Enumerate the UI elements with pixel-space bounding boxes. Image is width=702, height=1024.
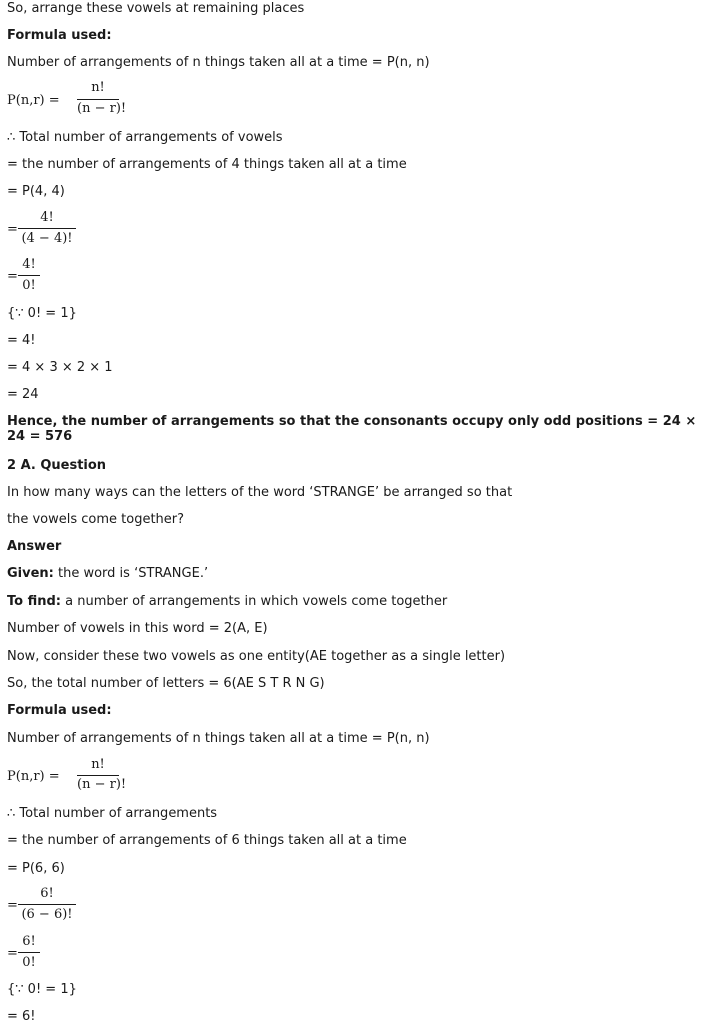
tofind-text: a number of arrangements in which vowels come together [61, 594, 448, 609]
equals-sign: = [7, 269, 18, 284]
text-line: Number of arrangements of n things taken all at a time = P(n, n) [7, 731, 430, 746]
question-text: the vowels come together? [7, 512, 185, 527]
text-line: Number of vowels in this word = 2(A, E) [7, 621, 268, 636]
tofind-label: To find: [7, 594, 61, 609]
text-line: = 4! [7, 333, 36, 348]
formula-permutation [7, 757, 127, 797]
fraction-denominator: (n − r)! [77, 101, 127, 116]
answer-heading: Answer [7, 539, 62, 554]
formula-permutation [7, 80, 127, 120]
text-line: = the number of arrangements of 4 things taken all at a time [7, 157, 407, 172]
heading-formula-used: Formula used: [7, 28, 112, 43]
text-line: = 6! [7, 1009, 36, 1024]
heading-formula-used: Formula used: [7, 703, 112, 718]
fraction-step [7, 886, 87, 926]
text-line: = 4 × 3 × 2 × 1 [7, 360, 113, 375]
fraction-numerator: 4! [40, 210, 54, 225]
text-line: So, arrange these vowels at remaining places [7, 1, 305, 16]
text-line: {∵ 0! = 1} [7, 306, 77, 321]
fraction-step [7, 934, 47, 974]
fraction-denominator: (n − r)! [77, 777, 127, 792]
equals-sign: = [7, 898, 18, 913]
text-line: So, the total number of letters = 6(AE S T R N G) [7, 676, 325, 691]
fraction-bar [18, 904, 76, 905]
given-label: Given: [7, 566, 54, 581]
fraction-step [7, 210, 87, 250]
fraction-bar [18, 275, 40, 276]
fraction-bar [18, 228, 76, 229]
text-line: = the number of arrangements of 6 things taken all at a time [7, 833, 407, 848]
formula-lhs: P(n,r) = [7, 93, 60, 108]
given-line [7, 566, 208, 581]
fraction-denominator: (4 − 4)! [21, 231, 73, 246]
fraction-numerator: n! [91, 757, 105, 772]
text-line: = P(4, 4) [7, 184, 65, 199]
fraction-numerator: n! [91, 80, 105, 95]
text-line: {∵ 0! = 1} [7, 982, 77, 997]
formula-lhs: P(n,r) = [7, 769, 60, 784]
equals-sign: = [7, 222, 18, 237]
question-text: In how many ways can the letters of the word ‘STRANGE’ be arranged so that [7, 485, 513, 500]
question-title: 2 A. Question [7, 458, 107, 473]
text-line: ∴ Total number of arrangements of vowels [7, 130, 283, 145]
given-text: the word is ‘STRANGE.’ [53, 566, 209, 581]
text-line: Now, consider these two vowels as one entity(AE together as a single letter) [7, 649, 506, 664]
fraction-bar [77, 99, 119, 100]
fraction-bar [18, 952, 40, 953]
fraction-denominator: (6 − 6)! [21, 907, 73, 922]
equals-sign: = [7, 946, 18, 961]
text-line: ∴ Total number of arrangements [7, 806, 218, 821]
fraction-numerator: 6! [40, 886, 54, 901]
fraction-numerator: 6! [22, 934, 36, 949]
fraction-step [7, 257, 47, 297]
text-line: = P(6, 6) [7, 861, 65, 876]
conclusion: Hence, the number of arrangements so that the consonants occupy only odd positions = 24 × 24 = 576 [7, 414, 697, 444]
fraction-bar [77, 775, 119, 776]
fraction-numerator: 4! [22, 257, 36, 272]
text-line: Number of arrangements of n things taken all at a time = P(n, n) [7, 55, 430, 70]
fraction-denominator: 0! [22, 278, 36, 293]
fraction-denominator: 0! [22, 955, 36, 970]
text-line: = 24 [7, 387, 39, 402]
tofind-line [7, 594, 447, 609]
